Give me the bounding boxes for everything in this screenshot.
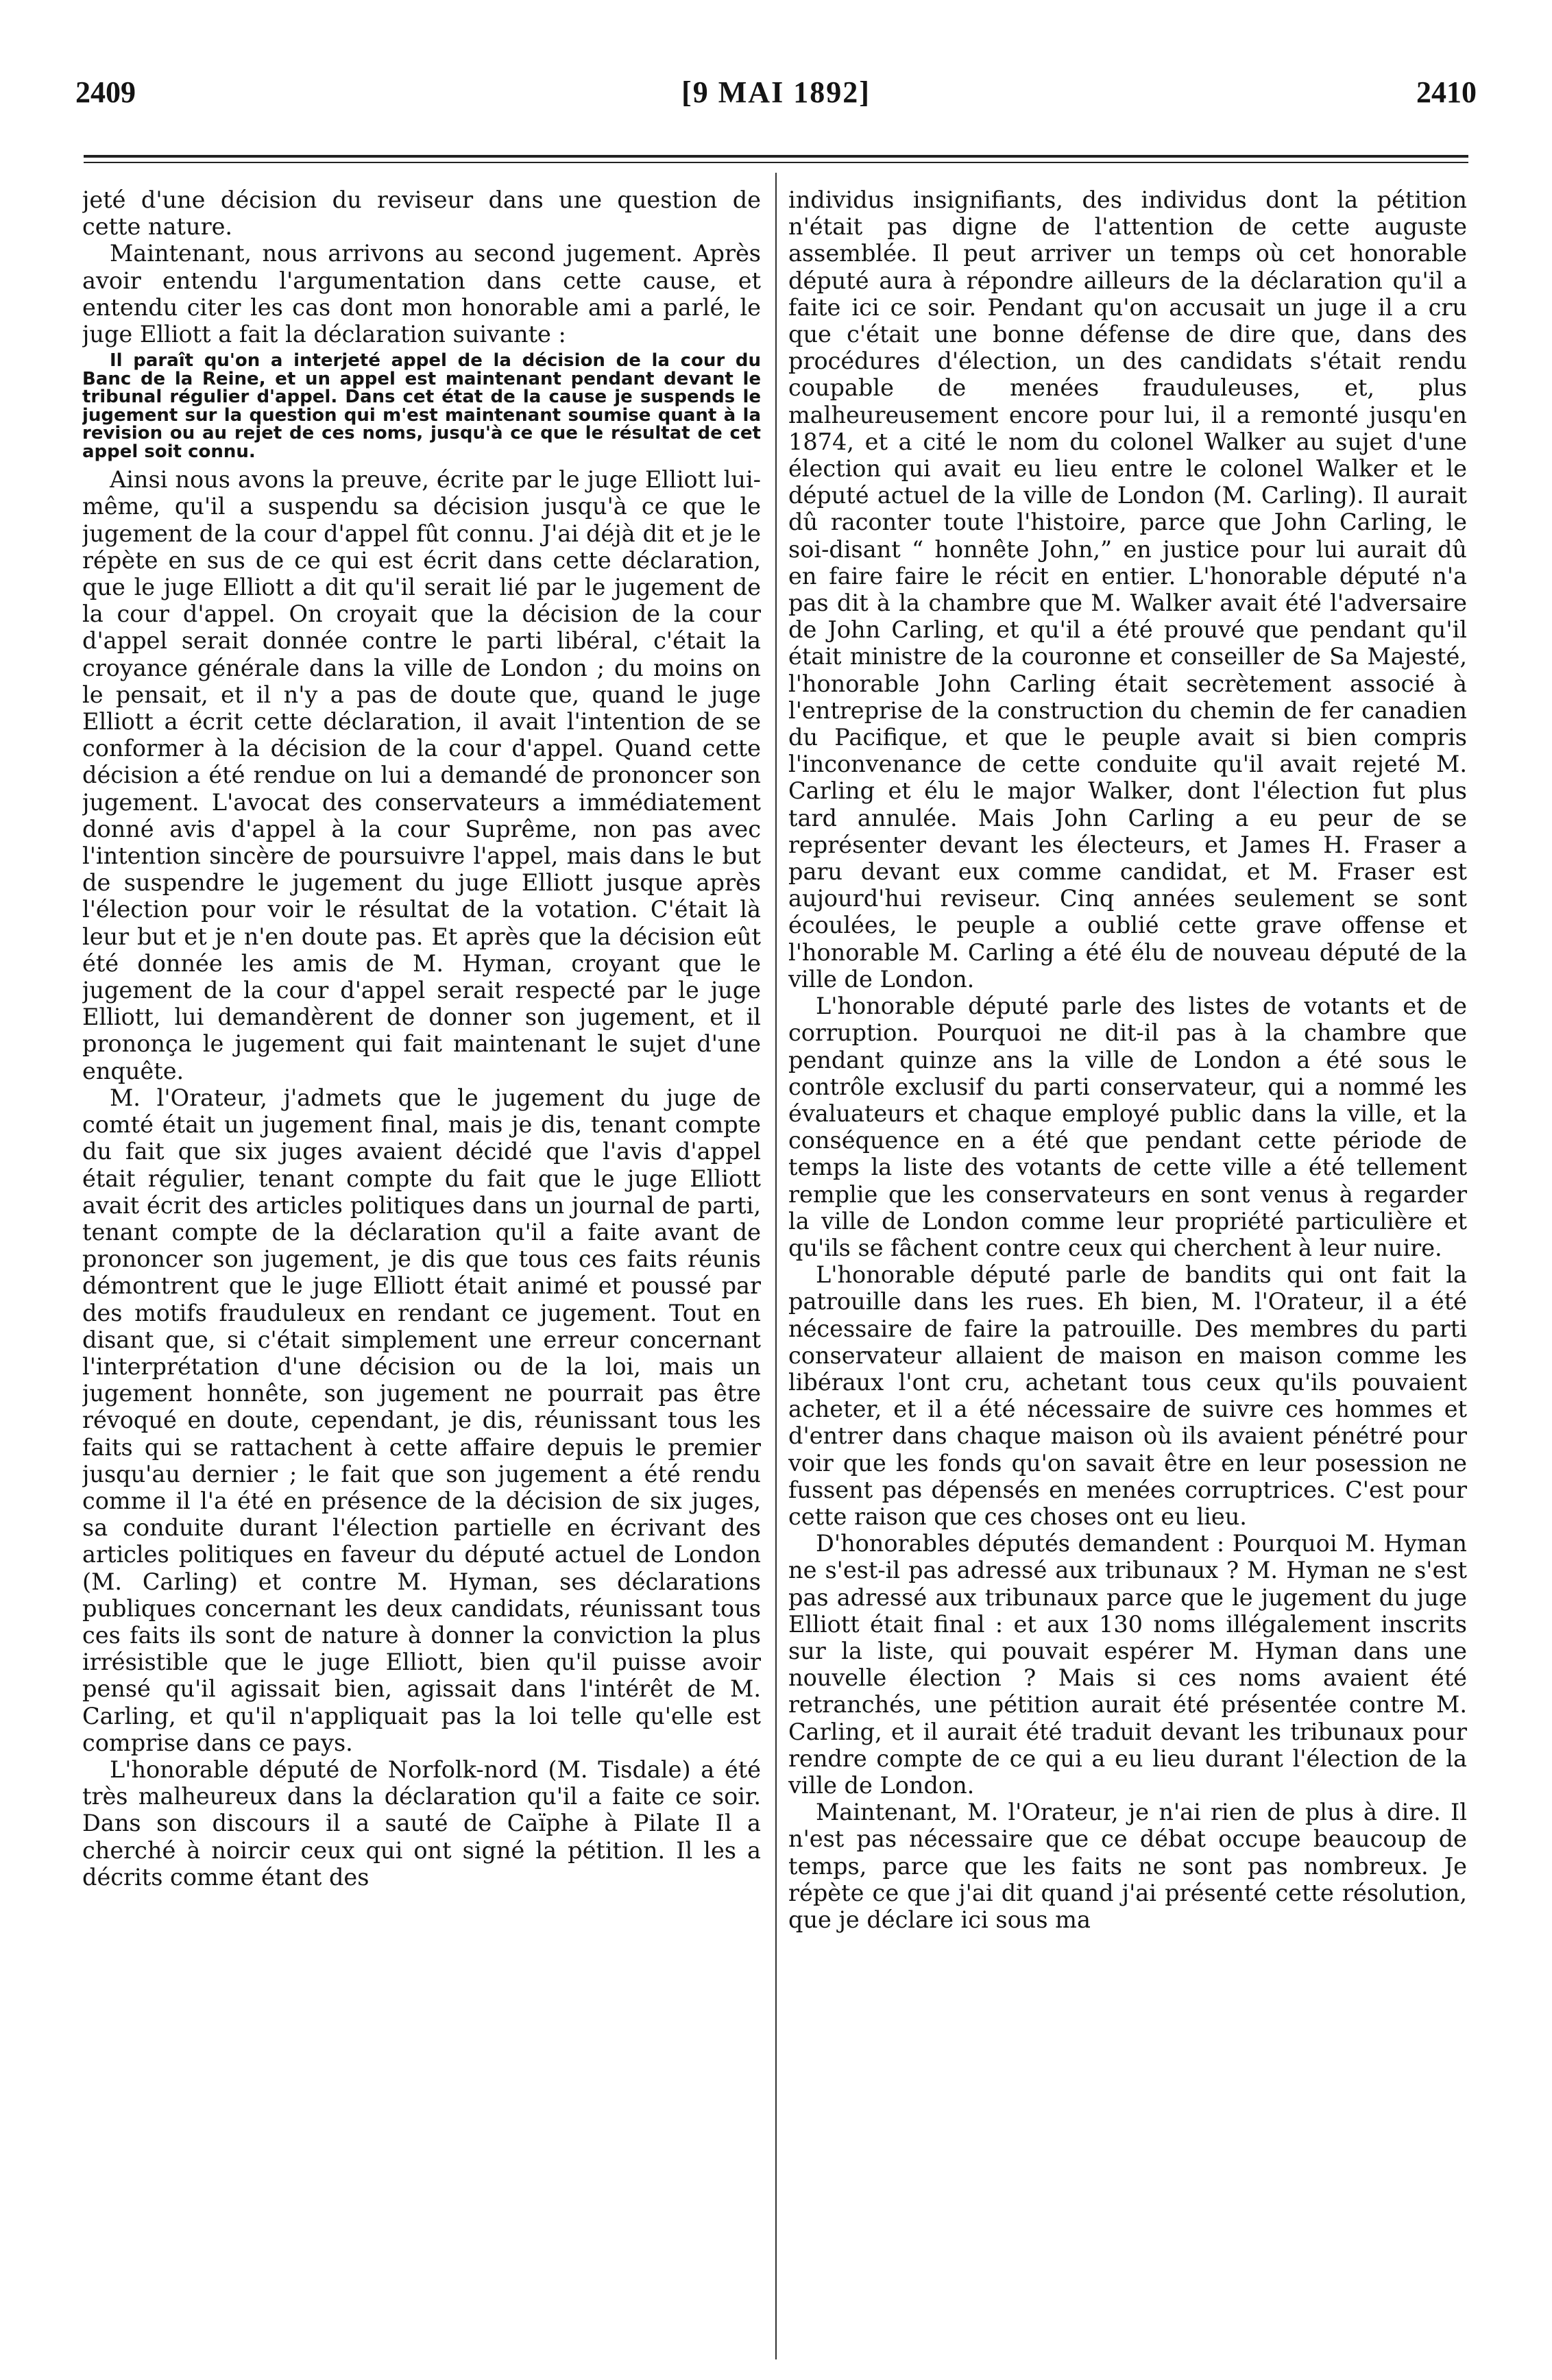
paragraph: jeté d'une décision du reviseur dans une question de cette nature. bbox=[82, 186, 761, 241]
right-page-number: 2410 bbox=[1416, 75, 1477, 109]
paragraph: Maintenant, M. l'Orateur, je n'ai rien de plus à dire. Il n'est pas nécessaire que ce débat occupe beaucoup de temps, parce que les faits ne sont pas nombreux. Je répète ce que j'ai dit quand j'ai présenté cette résolution, que je déclare ici sous ma bbox=[788, 1799, 1467, 1933]
header-rule-thick bbox=[84, 155, 1468, 158]
paragraph: M. l'Orateur, j'admets que le jugement du juge de comté était un jugement final, mais je dis, tenant compte du fait que six juges avaient décidé que l'avis d'appel était régulier, tenant compte du fait que le juge Elliott avait écrit des articles politiques dans un journal de parti, tenant compte de la déclaration qu'il a faite avant de prononcer son jugement, je dis que tous ces faits réunis démontrent que le juge Elliott était animé et poussé par des motifs frauduleux en rendant ce jugement. Tout en disant que, si c'était simplement une erreur concernant l'interprétation d'une décision ou de la loi, mais un jugement honnête, son jugement ne pourrait pas être révoqué en doute, cependant, je dis, réunissant tous les faits qui se rattachent à cette affaire depuis le premier jusqu'au dernier ; le fait que son jugement a été rendu comme il l'a été en présence de la décision de six juges, sa conduite durant l'élection partielle en écrivant des articles politiques en faveur du député actuel de London (M. Carling) et contre M. Hyman, ses déclarations publiques concernant les deux candidats, réunissant tous ces faits ils sont de nature à donner la conviction la plus irrésistible que le juge Elliott, bien qu'il puisse avoir pensé qu'il agissait bien, agissait dans l'intérêt de M. Carling, et qu'il n'appliquait pas la loi telle qu'elle est comprise dans ce pays. bbox=[82, 1084, 761, 1756]
paragraph: L'honorable député de Norfolk-nord (M. Tisdale) a été très malheureux dans la déclaration qu'il a faite ce soir. Dans son discours il a sauté de Caïphe à Pilate Il a cherché à noircir ceux qui ont signé la pétition. Il les a décrits comme étant des bbox=[82, 1756, 761, 1891]
left-column bbox=[82, 186, 761, 2359]
quoted-declaration: Il paraît qu'on a interjeté appel de la décision de la cour du Banc de la Reine, et un appel est maintenant pendant devant le tribunal régulier d'appel. Dans cet état de la cause je suspends le jugement sur la question qui m'est maintenant soumise quant à la revision ou au rejet de ces noms, jusqu'à ce que le résultat de cet appel soit connu. bbox=[82, 350, 761, 462]
header-rule-thin bbox=[84, 162, 1468, 163]
column-divider bbox=[775, 173, 777, 2359]
left-page-number: 2409 bbox=[75, 75, 136, 109]
page-header bbox=[75, 69, 1477, 117]
right-column bbox=[788, 186, 1467, 2359]
paragraph: Ainsi nous avons la preuve, écrite par le juge Elliott lui-même, qu'il a suspendu sa décision jusqu'à ce que le jugement de la cour d'appel fût connu. J'ai déjà dit et je le répète en sus de ce qui est écrit dans cette déclaration, que le juge Elliott a dit qu'il serait lié par le jugement de la cour d'appel. On croyait que la décision de la cour d'appel serait donnée contre le parti libéral, c'était la croyance générale dans la ville de London ; du moins on le pensait, et il n'y a pas de doute que, quand le juge Elliott a écrit cette déclaration, il avait l'intention de se conformer à la décision de la cour d'appel. Quand cette décision a été rendue on lui a demandé de prononcer son jugement. L'avocat des conservateurs a immédiatement donné avis d'appel à la cour Suprême, non pas avec l'intention sincère de poursuivre l'appel, mais dans le but de suspendre le jugement du juge Elliott jusque après l'élection pour voir le résultat de la votation. C'était là leur but et je n'en doute pas. Et après que la décision eût été donnée les amis de M. Hyman, croyant que le jugement de la cour d'appel serait respecté par le juge Elliott, lui demandèrent de donner son jugement, et il prononça le jugement qui fait maintenant le sujet d'une enquête. bbox=[82, 466, 761, 1084]
paragraph: D'honorables députés demandent : Pourquoi M. Hyman ne s'est-il pas adressé aux tribunaux ? M. Hyman ne s'est pas adressé aux tribunaux parce que le jugement du juge Elliott était final : et aux 130 noms illégalement inscrits sur la liste, qui pouvait espérer M. Hyman dans une nouvelle élection ? Mais si ces noms avaient été retranchés, une pétition aurait été présentée contre M. Carling, et il aurait été traduit devant les tribunaux pour rendre compte de ce qui a eu lieu durant l'élection de la ville de London. bbox=[788, 1530, 1467, 1799]
date-heading: [9 MAI 1892] bbox=[681, 75, 871, 109]
paragraph: L'honorable député parle des listes de votants et de corruption. Pourquoi ne dit-il pas à la chambre que pendant quinze ans la ville de London a été sous le contrôle exclusif du parti conservateur, qui a nommé les évaluateurs et chaque employé public dans la ville, et la conséquence en a été que pendant cette période de temps la liste des votants de cette ville a été tellement remplie que les conservateurs en sont venus à regarder la ville de London comme leur propriété particulière et qu'ils se fâchent contre ceux qui cherchent à leur nuire. bbox=[788, 993, 1467, 1261]
paragraph: individus insignifiants, des individus dont la pétition n'était pas digne de l'attention de cette auguste assemblée. Il peut arriver un temps où cet honorable député aura à répondre ailleurs de la déclaration qu'il a faite ici ce soir. Pendant qu'on accusait un juge il a cru que c'était une bonne défense de dire que, dans des procédures d'élection, un des candidats s'était rendu coupable de menées frauduleuses, et, plus malheureusement encore pour lui, il a remonté jusqu'en 1874, et a cité le nom du colonel Walker au sujet d'une élection qui avait eu lieu entre le colonel Walker et le député actuel de la ville de London (M. Carling). Il aurait dû raconter toute l'histoire, parce que John Carling, le soi-disant “ honnête John,” en justice pour lui aurait dû en faire faire le récit en entier. L'honorable député n'a pas dit à la chambre que M. Walker avait été l'adversaire de John Carling, et qu'il a été prouvé que pendant qu'il était ministre de la couronne et conseiller de Sa Majesté, l'honorable John Carling était secrètement associé à l'entreprise de la construction du chemin de fer canadien du Pacifique, et que le peuple avait si bien compris l'inconvenance de cette conduite qu'il avait rejeté M. Carling et élu le major Walker, dont l'élection fut plus tard annulée. Mais John Carling a eu peur de se représenter devant les électeurs, et James H. Fraser a paru devant eux comme candidat, et M. Fraser est aujourd'hui reviseur. Cinq années seulement se sont écoulées, le peuple a oublié cette grave offense et l'honorable M. Carling a été élu de nouveau député de la ville de London. bbox=[788, 186, 1467, 993]
paragraph: L'honorable député parle de bandits qui ont fait la patrouille dans les rues. Eh bien, M. l'Orateur, il a été nécessaire de faire la patrouille. Des membres du parti conservateur allaient de maison en maison comme les libéraux l'ont cru, achetant tous ceux qu'ils pouvaient acheter, et il a été nécessaire de suivre ces hommes et d'entrer dans chaque maison où ils avaient pénétré pour voir que les fonds qu'on savait être en leur posession ne fussent pas dépensés en menées corruptrices. C'est pour cette raison que ces choses ont eu lieu. bbox=[788, 1261, 1467, 1530]
paragraph: Maintenant, nous arrivons au second jugement. Après avoir entendu l'argumentation dans cette cause, et entendu citer les cas dont mon honorable ami a parlé, le juge Elliott a fait la déclaration suivante : bbox=[82, 240, 761, 348]
